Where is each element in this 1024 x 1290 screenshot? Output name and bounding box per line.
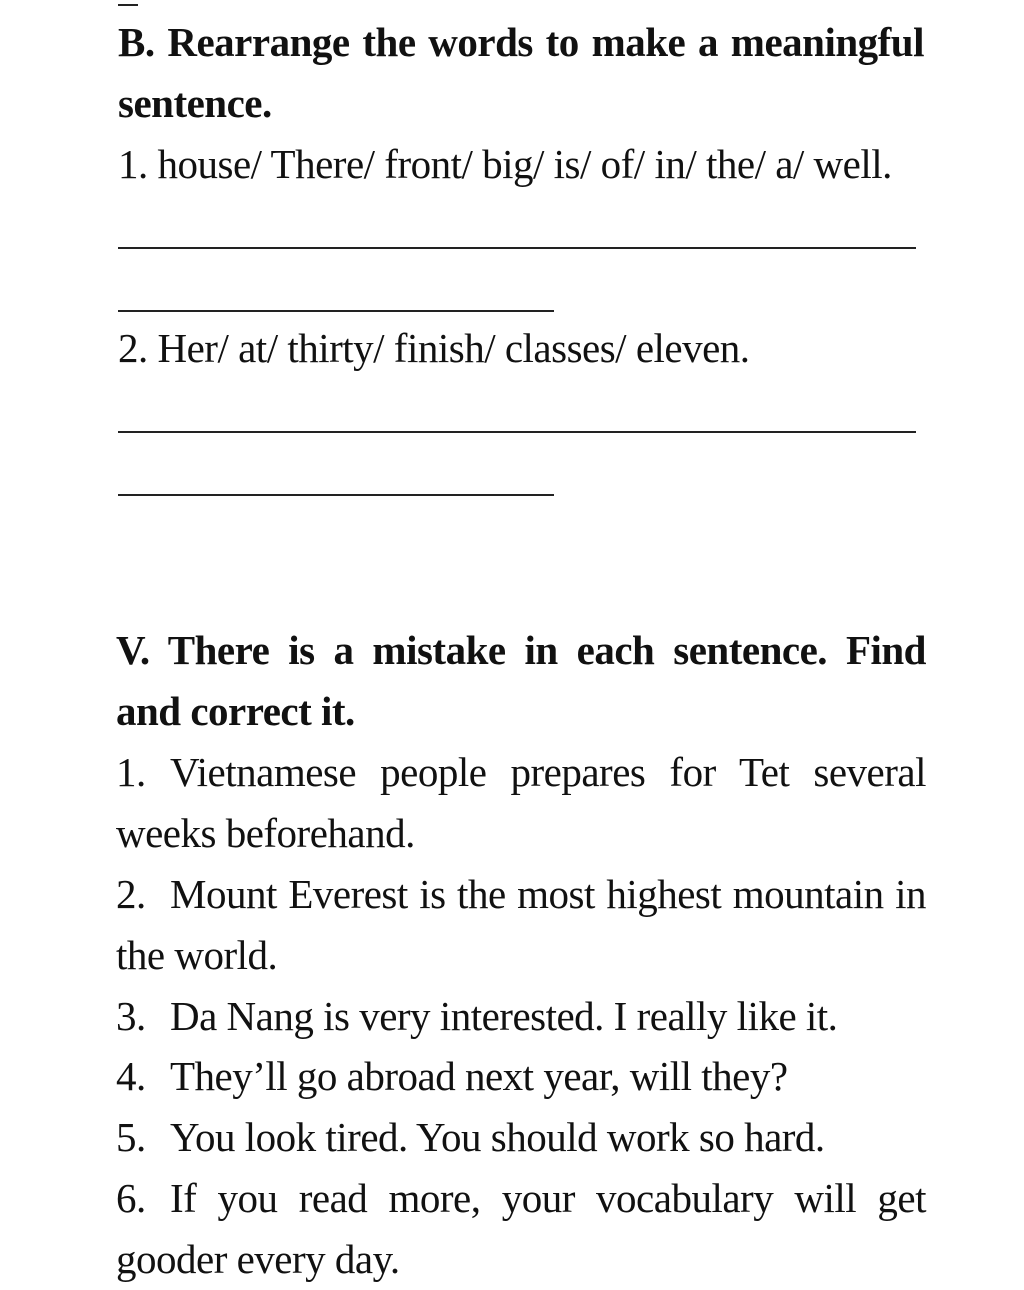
item-text: Vietnamese people prepares for Tet several weeks beforehand. bbox=[116, 749, 926, 856]
section-b-item-1: 1. house/ There/ front/ big/ is/ of/ in/ the/ a/ well. bbox=[118, 141, 892, 187]
top-edge-dash bbox=[118, 4, 138, 6]
section-b-item-2: 2. Her/ at/ thirty/ finish/ classes/ eleven. bbox=[118, 325, 750, 371]
item-number: 1. bbox=[116, 749, 146, 795]
item-number: 2. bbox=[116, 871, 146, 917]
item-text: Da Nang is very interested. I really like it. bbox=[170, 993, 838, 1039]
answer-line-2b bbox=[118, 494, 554, 496]
item-number: 5. bbox=[116, 1114, 146, 1160]
item-number: 4. bbox=[116, 1053, 146, 1099]
item-text: You look tired. You should work so hard. bbox=[170, 1114, 825, 1160]
item-number: 6. bbox=[116, 1175, 146, 1221]
section-v-item-4 bbox=[116, 1046, 926, 1107]
section-v-item-3 bbox=[116, 986, 926, 1047]
item-text: Mount Everest is the most highest mountain in the world. bbox=[116, 871, 926, 978]
section-v-item-1 bbox=[116, 742, 926, 864]
answer-line-1b bbox=[118, 310, 554, 312]
answer-line-1a bbox=[118, 247, 916, 249]
section-v-item-5 bbox=[116, 1107, 926, 1168]
item-number: 3. bbox=[116, 993, 146, 1039]
section-v-item-6 bbox=[116, 1168, 926, 1290]
item-text: If you read more, your vocabulary will get gooder every day. bbox=[116, 1175, 926, 1282]
item-text: They’ll go abroad next year, will they? bbox=[170, 1053, 788, 1099]
section-v-heading: V. There is a mistake in each sentence. Find and correct it. bbox=[116, 627, 926, 734]
section-v-item-2 bbox=[116, 864, 926, 986]
section-b-heading: B. Rearrange the words to make a meaningful sentence. bbox=[118, 19, 924, 126]
answer-line-2a bbox=[118, 431, 916, 433]
